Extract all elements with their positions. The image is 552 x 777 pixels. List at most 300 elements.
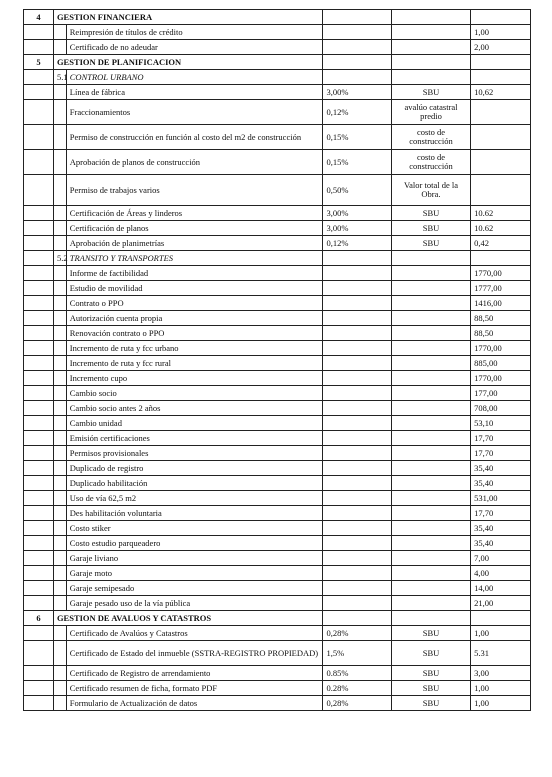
empty-cell xyxy=(53,506,66,521)
empty-cell xyxy=(53,40,66,55)
item-description: Uso de vía 62,5 m2 xyxy=(66,491,323,506)
fee-item-row xyxy=(24,125,531,150)
item-base xyxy=(391,476,470,491)
empty-cell xyxy=(24,491,54,506)
item-description: Cambio socio antes 2 años xyxy=(66,401,323,416)
empty-cell xyxy=(53,446,66,461)
item-base xyxy=(391,416,470,431)
empty-cell xyxy=(323,611,391,626)
item-percentage: 0,15% xyxy=(323,125,391,150)
empty-cell xyxy=(53,206,66,221)
empty-cell xyxy=(24,416,54,431)
item-value: 1416,00 xyxy=(471,296,531,311)
item-description: Incremento de ruta y fcc rural xyxy=(66,356,323,371)
item-description: Permisos provisionales xyxy=(66,446,323,461)
item-value xyxy=(471,125,531,150)
empty-cell xyxy=(53,596,66,611)
item-base: SBU xyxy=(391,681,470,696)
empty-cell xyxy=(323,10,391,25)
item-base xyxy=(391,491,470,506)
empty-cell xyxy=(53,401,66,416)
item-base xyxy=(391,386,470,401)
item-percentage xyxy=(323,25,391,40)
empty-cell xyxy=(53,431,66,446)
item-description: Aprobación de planos de construcción xyxy=(66,150,323,175)
item-description: Permiso de construcción en función al costo del m2 de construcción xyxy=(66,125,323,150)
item-description: Informe de factibilidad xyxy=(66,266,323,281)
item-description: Emisión certificaciones xyxy=(66,431,323,446)
empty-cell xyxy=(24,666,54,681)
item-value: 1,00 xyxy=(471,25,531,40)
item-value: 1,00 xyxy=(471,696,531,711)
item-percentage xyxy=(323,431,391,446)
section-title: GESTION FINANCIERA xyxy=(53,10,323,25)
empty-cell xyxy=(24,566,54,581)
subsection-number: 5.1 xyxy=(53,70,66,85)
item-value: 1770,00 xyxy=(471,371,531,386)
empty-cell xyxy=(53,371,66,386)
item-value: 21,00 xyxy=(471,596,531,611)
empty-cell xyxy=(53,491,66,506)
item-base xyxy=(391,581,470,596)
fee-item-row xyxy=(24,221,531,236)
item-base: SBU xyxy=(391,221,470,236)
item-base xyxy=(391,296,470,311)
item-description: Aprobación de planimetrías xyxy=(66,236,323,251)
section-title: GESTION DE PLANIFICACION xyxy=(53,55,323,70)
item-base xyxy=(391,401,470,416)
item-description: Certificación de planos xyxy=(66,221,323,236)
empty-cell xyxy=(24,371,54,386)
item-value: 1770,00 xyxy=(471,266,531,281)
item-base xyxy=(391,446,470,461)
item-percentage: 3,00% xyxy=(323,206,391,221)
item-value: 708,00 xyxy=(471,401,531,416)
item-value xyxy=(471,175,531,206)
empty-cell xyxy=(24,266,54,281)
item-base xyxy=(391,596,470,611)
empty-cell xyxy=(53,566,66,581)
item-base: SBU xyxy=(391,696,470,711)
empty-cell xyxy=(24,641,54,666)
empty-cell xyxy=(471,70,531,85)
section-row xyxy=(24,55,531,70)
fee-item-row xyxy=(24,341,531,356)
item-percentage xyxy=(323,446,391,461)
item-value: 1,00 xyxy=(471,681,531,696)
item-description: Costo stiker xyxy=(66,521,323,536)
item-base xyxy=(391,281,470,296)
empty-cell xyxy=(471,10,531,25)
item-description: Certificado resumen de ficha, formato PDF xyxy=(66,681,323,696)
item-description: Costo estudio parqueadero xyxy=(66,536,323,551)
empty-cell xyxy=(53,150,66,175)
fee-item-row xyxy=(24,536,531,551)
item-percentage: 0,12% xyxy=(323,100,391,125)
empty-cell xyxy=(24,581,54,596)
fee-item-row xyxy=(24,506,531,521)
empty-cell xyxy=(53,696,66,711)
fee-item-row xyxy=(24,696,531,711)
subsection-row xyxy=(24,70,531,85)
item-description: Línea de fábrica xyxy=(66,85,323,100)
empty-cell xyxy=(53,236,66,251)
empty-cell xyxy=(53,341,66,356)
item-description: Permiso de trabajos varios xyxy=(66,175,323,206)
empty-cell xyxy=(53,100,66,125)
item-percentage: 0,28% xyxy=(323,696,391,711)
section-title: GESTION DE AVALUOS Y CATASTROS xyxy=(53,611,323,626)
empty-cell xyxy=(471,611,531,626)
empty-cell xyxy=(24,596,54,611)
item-base xyxy=(391,266,470,281)
empty-cell xyxy=(391,611,470,626)
item-base: Valor total de la Obra. xyxy=(391,175,470,206)
empty-cell xyxy=(24,401,54,416)
item-percentage xyxy=(323,491,391,506)
fee-item-row xyxy=(24,431,531,446)
item-percentage xyxy=(323,566,391,581)
empty-cell xyxy=(24,551,54,566)
empty-cell xyxy=(24,326,54,341)
item-base xyxy=(391,311,470,326)
item-description: Garaje moto xyxy=(66,566,323,581)
empty-cell xyxy=(391,70,470,85)
fee-item-row xyxy=(24,206,531,221)
empty-cell xyxy=(24,100,54,125)
empty-cell xyxy=(24,221,54,236)
item-description: Certificado de Registro de arrendamiento xyxy=(66,666,323,681)
item-description: Certificación de Áreas y linderos xyxy=(66,206,323,221)
empty-cell xyxy=(471,55,531,70)
item-percentage xyxy=(323,311,391,326)
item-description: Formulario de Actualización de datos xyxy=(66,696,323,711)
item-percentage xyxy=(323,476,391,491)
item-base xyxy=(391,521,470,536)
item-value: 88,50 xyxy=(471,326,531,341)
empty-cell xyxy=(53,681,66,696)
empty-cell xyxy=(53,326,66,341)
item-value: 5.31 xyxy=(471,641,531,666)
item-percentage xyxy=(323,281,391,296)
fee-item-row xyxy=(24,356,531,371)
empty-cell xyxy=(53,85,66,100)
item-description: Renovación contrato o PPO xyxy=(66,326,323,341)
fee-table-body xyxy=(24,10,531,711)
item-value: 7,00 xyxy=(471,551,531,566)
item-base: avalúo catastral predio xyxy=(391,100,470,125)
empty-cell xyxy=(53,666,66,681)
fee-item-row xyxy=(24,461,531,476)
item-value: 885,00 xyxy=(471,356,531,371)
item-value: 2,00 xyxy=(471,40,531,55)
empty-cell xyxy=(24,70,54,85)
fee-item-row xyxy=(24,371,531,386)
item-base xyxy=(391,461,470,476)
subsection-row xyxy=(24,251,531,266)
item-percentage xyxy=(323,596,391,611)
item-description: Certificado de no adeudar xyxy=(66,40,323,55)
fee-item-row xyxy=(24,296,531,311)
empty-cell xyxy=(24,40,54,55)
empty-cell xyxy=(24,150,54,175)
item-percentage: 0,15% xyxy=(323,150,391,175)
empty-cell xyxy=(24,521,54,536)
empty-cell xyxy=(53,175,66,206)
item-value: 0,42 xyxy=(471,236,531,251)
subsection-title: CONTROL URBANO xyxy=(66,70,323,85)
item-base: SBU xyxy=(391,236,470,251)
empty-cell xyxy=(24,696,54,711)
section-number: 6 xyxy=(24,611,54,626)
item-percentage xyxy=(323,506,391,521)
fee-item-row xyxy=(24,446,531,461)
empty-cell xyxy=(24,125,54,150)
item-percentage xyxy=(323,581,391,596)
item-value xyxy=(471,150,531,175)
item-description: Garaje liviano xyxy=(66,551,323,566)
item-description: Incremento de ruta y fcc urbano xyxy=(66,341,323,356)
empty-cell xyxy=(24,506,54,521)
section-row xyxy=(24,10,531,25)
item-percentage: 3,00% xyxy=(323,85,391,100)
empty-cell xyxy=(24,536,54,551)
fee-item-row xyxy=(24,416,531,431)
empty-cell xyxy=(323,55,391,70)
item-base xyxy=(391,431,470,446)
item-base xyxy=(391,551,470,566)
item-description: Incremento cupo xyxy=(66,371,323,386)
item-base: SBU xyxy=(391,666,470,681)
item-percentage: 0,28% xyxy=(323,626,391,641)
fee-item-row xyxy=(24,311,531,326)
empty-cell xyxy=(53,551,66,566)
item-percentage xyxy=(323,386,391,401)
fee-schedule-page xyxy=(23,9,531,711)
item-percentage xyxy=(323,416,391,431)
fee-item-row xyxy=(24,401,531,416)
item-description: Certificado de Avalúos y Catastros xyxy=(66,626,323,641)
empty-cell xyxy=(24,206,54,221)
item-value: 88,50 xyxy=(471,311,531,326)
item-value: 1777,00 xyxy=(471,281,531,296)
item-base xyxy=(391,341,470,356)
item-base: SBU xyxy=(391,206,470,221)
fee-item-row xyxy=(24,25,531,40)
empty-cell xyxy=(53,641,66,666)
item-description: Duplicado de registro xyxy=(66,461,323,476)
item-percentage: 1,5% xyxy=(323,641,391,666)
empty-cell xyxy=(53,281,66,296)
fee-table xyxy=(23,9,531,711)
item-percentage xyxy=(323,371,391,386)
item-base xyxy=(391,371,470,386)
empty-cell xyxy=(24,311,54,326)
empty-cell xyxy=(323,251,391,266)
item-percentage: 0,50% xyxy=(323,175,391,206)
item-value: 4,00 xyxy=(471,566,531,581)
empty-cell xyxy=(391,10,470,25)
item-percentage xyxy=(323,326,391,341)
empty-cell xyxy=(24,431,54,446)
empty-cell xyxy=(471,251,531,266)
empty-cell xyxy=(53,386,66,401)
item-base: costo de construcción xyxy=(391,150,470,175)
fee-item-row xyxy=(24,681,531,696)
empty-cell xyxy=(323,70,391,85)
item-percentage xyxy=(323,341,391,356)
fee-item-row xyxy=(24,100,531,125)
fee-item-row xyxy=(24,476,531,491)
item-value: 17,70 xyxy=(471,431,531,446)
item-base: costo de construcción xyxy=(391,125,470,150)
fee-item-row xyxy=(24,175,531,206)
item-base xyxy=(391,356,470,371)
empty-cell xyxy=(24,446,54,461)
item-value: 1,00 xyxy=(471,626,531,641)
empty-cell xyxy=(53,266,66,281)
fee-item-row xyxy=(24,326,531,341)
item-percentage: 0.85% xyxy=(323,666,391,681)
item-base: SBU xyxy=(391,626,470,641)
item-value: 14,00 xyxy=(471,581,531,596)
item-description: Certificado de Estado del inmueble (SSTRA-REGISTRO PROPIEDAD) xyxy=(66,641,323,666)
item-percentage: 0,12% xyxy=(323,236,391,251)
item-base xyxy=(391,25,470,40)
item-value: 10,62 xyxy=(471,85,531,100)
empty-cell xyxy=(24,25,54,40)
item-base xyxy=(391,566,470,581)
empty-cell xyxy=(391,251,470,266)
item-base: SBU xyxy=(391,641,470,666)
fee-item-row xyxy=(24,581,531,596)
item-value: 531,00 xyxy=(471,491,531,506)
subsection-title: TRANSITO Y TRANSPORTES xyxy=(66,251,323,266)
fee-item-row xyxy=(24,386,531,401)
item-value: 10.62 xyxy=(471,206,531,221)
fee-item-row xyxy=(24,666,531,681)
item-percentage xyxy=(323,536,391,551)
item-description: Autorización cuenta propia xyxy=(66,311,323,326)
fee-item-row xyxy=(24,150,531,175)
empty-cell xyxy=(53,476,66,491)
fee-item-row xyxy=(24,596,531,611)
fee-item-row xyxy=(24,566,531,581)
item-percentage xyxy=(323,521,391,536)
item-description: Cambio socio xyxy=(66,386,323,401)
empty-cell xyxy=(24,175,54,206)
fee-item-row xyxy=(24,491,531,506)
empty-cell xyxy=(24,281,54,296)
item-description: Cambio unidad xyxy=(66,416,323,431)
item-percentage xyxy=(323,401,391,416)
item-description: Garaje semipesado xyxy=(66,581,323,596)
item-base xyxy=(391,506,470,521)
section-row xyxy=(24,611,531,626)
item-description: Duplicado habilitación xyxy=(66,476,323,491)
empty-cell xyxy=(24,251,54,266)
item-value: 17,70 xyxy=(471,446,531,461)
item-base: SBU xyxy=(391,85,470,100)
empty-cell xyxy=(53,125,66,150)
subsection-number: 5.2 xyxy=(53,251,66,266)
empty-cell xyxy=(53,521,66,536)
item-description: Des habilitación voluntaria xyxy=(66,506,323,521)
item-percentage xyxy=(323,266,391,281)
empty-cell xyxy=(53,296,66,311)
fee-item-row xyxy=(24,266,531,281)
empty-cell xyxy=(24,341,54,356)
item-value: 35,40 xyxy=(471,476,531,491)
fee-item-row xyxy=(24,236,531,251)
empty-cell xyxy=(53,356,66,371)
item-description: Garaje pesado uso de la vía pública xyxy=(66,596,323,611)
empty-cell xyxy=(53,311,66,326)
item-percentage xyxy=(323,296,391,311)
item-percentage xyxy=(323,40,391,55)
item-value: 53,10 xyxy=(471,416,531,431)
empty-cell xyxy=(53,416,66,431)
section-number: 4 xyxy=(24,10,54,25)
item-base xyxy=(391,326,470,341)
empty-cell xyxy=(24,386,54,401)
item-base xyxy=(391,40,470,55)
fee-item-row xyxy=(24,641,531,666)
item-percentage: 0.28% xyxy=(323,681,391,696)
item-base xyxy=(391,536,470,551)
fee-item-row xyxy=(24,281,531,296)
empty-cell xyxy=(53,536,66,551)
empty-cell xyxy=(24,236,54,251)
fee-item-row xyxy=(24,40,531,55)
empty-cell xyxy=(53,25,66,40)
item-value: 3,00 xyxy=(471,666,531,681)
item-value: 35,40 xyxy=(471,521,531,536)
item-value: 35,40 xyxy=(471,536,531,551)
section-number: 5 xyxy=(24,55,54,70)
item-value: 35,40 xyxy=(471,461,531,476)
item-percentage xyxy=(323,551,391,566)
item-description: Contrato o PPO xyxy=(66,296,323,311)
item-value: 17,70 xyxy=(471,506,531,521)
item-value: 177,00 xyxy=(471,386,531,401)
empty-cell xyxy=(24,476,54,491)
item-percentage xyxy=(323,356,391,371)
empty-cell xyxy=(53,581,66,596)
empty-cell xyxy=(53,626,66,641)
empty-cell xyxy=(24,626,54,641)
empty-cell xyxy=(24,85,54,100)
empty-cell xyxy=(24,461,54,476)
empty-cell xyxy=(53,221,66,236)
item-percentage: 3,00% xyxy=(323,221,391,236)
item-value: 10.62 xyxy=(471,221,531,236)
item-description: Reimpresión de títulos de crédito xyxy=(66,25,323,40)
empty-cell xyxy=(24,681,54,696)
fee-item-row xyxy=(24,551,531,566)
empty-cell xyxy=(24,356,54,371)
empty-cell xyxy=(24,296,54,311)
fee-item-row xyxy=(24,626,531,641)
empty-cell xyxy=(391,55,470,70)
item-description: Fraccionamientos xyxy=(66,100,323,125)
item-value: 1770,00 xyxy=(471,341,531,356)
item-percentage xyxy=(323,461,391,476)
empty-cell xyxy=(53,461,66,476)
item-value xyxy=(471,100,531,125)
fee-item-row xyxy=(24,85,531,100)
item-description: Estudio de movilidad xyxy=(66,281,323,296)
